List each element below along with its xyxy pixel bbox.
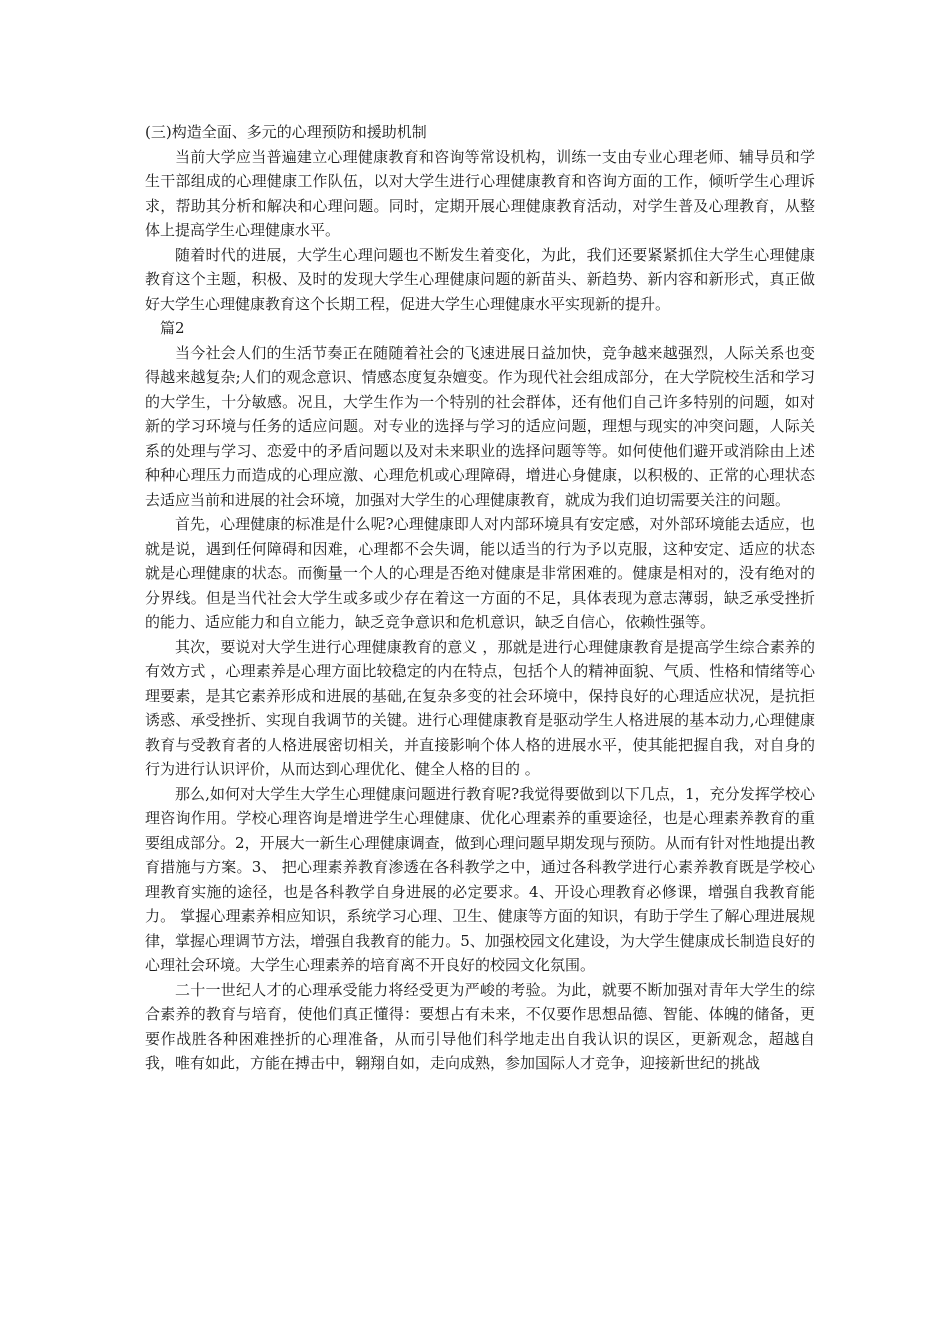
paragraph: 二十一世纪人才的心理承受能力将经受更为严峻的考验。为此，就要不断加强对青年大学生的综合素养的教育与培育，使他们真正懂得：要想占有未来，不仅要作思想品德、智能、体魄的储备，更要作战胜各种困难挫折的心理准备，从而引导他们科学地走出自我认识的误区，更新观念，超越自我，唯有如此，方能在搏击中，翱翔自如，走向成熟，参加国际人才竞争，迎接新世纪的挑战 bbox=[145, 980, 815, 1072]
section-label: 篇2 bbox=[160, 319, 185, 337]
section-heading: (三)构造全面、多元的心理预防和援助机制 bbox=[145, 123, 427, 141]
paragraph: 首先，心理健康的标准是什么呢?心理健康即人对内部环境具有安定感，对外部环境能去适应，也就是说，遇到任何障碍和因难，心理都不会失调，能以适当的行为予以克服，这种安定、适应的状态就是心理健康的状态。而衡量一个人的心理是否绝对健康是非常困难的。健康是相对的，没有绝对的分界线。但是当代社会大学生或多或少存在着这一方面的不足，具体表现为意志薄弱，缺乏承受挫折的能力、适应能力和自立能力，缺乏竞争意识和危机意识，缺乏自信心，依赖性强等。 bbox=[145, 515, 815, 631]
paragraph: 那么,如何对大学生大学生心理健康问题进行教育呢?我觉得要做到以下几点，1，充分发挥学校心理咨询作用。学校心理咨询是增进学生心理健康、优化心理素养的重要途径，也是心理素养教育的重要组成部分。2，开展大一新生心理健康调查，做到心理问题早期发现与预防。从而有针对性地提出教育措施与方案。3、 把心理素养教育渗透在各科教学之中，通过各科教学进行心素养教育既是学校心理教育实施的途径，也是各科教学自身进展的必定要求。4、开设心理教育必修课，增强自我教育能力。 掌握心理素养相应知识，系统学习心理、卫生、健康等方面的知识，有助于学生了解心理进展规律，掌握心理调节方法，增强自我教育的能力。5、加强校园文化建设，为大学生健康成长制造良好的心理社会环境。大学生心理素养的培育离不开良好的校园文化氛围。 bbox=[145, 784, 815, 974]
paragraph: 随着时代的进展，大学生心理问题也不断发生着变化，为此，我们还要紧紧抓住大学生心理健康教育这个主题，积极、及时的发现大学生心理健康问题的新苗头、新趋势、新内容和新形式，真正做好大学生心理健康教育这个长期工程，促进大学生心理健康水平实现新的提升。 bbox=[145, 245, 815, 313]
document-page bbox=[145, 120, 815, 1076]
paragraph: 当前大学应当普遍建立心理健康教育和咨询等常设机构，训练一支由专业心理老师、辅导员和学生干部组成的心理健康工作队伍，以对大学生进行心理健康教育和咨询方面的工作，倾听学生心理诉求，帮助其分析和解决和心理问题。同时，定期开展心理健康教育活动，对学生普及心理教育，从整体上提高学生心理健康水平。 bbox=[145, 147, 815, 239]
paragraph: 其次，要说对大学生进行心理健康教育的意义 ，那就是进行心理健康教育是提高学生综合素养的有效方式 ，心理素养是心理方面比较稳定的内在特点，包括个人的精神面貌、气质、性格和情绪等心理要素，是其它素养形成和进展的基础,在复杂多变的社会环境中，保持良好的心理适应状况，是抗拒诱惑、承受挫折、实现自我调节的关键。进行心理健康教育是驱动学生人格进展的基本动力,心理健康教育与受教育者的人格进展密切相关，并直接影响个体人格的进展水平，使其能把握自我，对自身的行为进行认识评价，从而达到心理优化、健全人格的目的 。 bbox=[145, 637, 815, 778]
paragraph: 当今社会人们的生活节奏正在随随着社会的飞速进展日益加快，竞争越来越强烈，人际关系也变得越来越复杂;人们的观念意识、情感态度复杂嬗变。作为现代社会组成部分，在大学院校生活和学习的大学生，十分敏感。况且，大学生作为一个特别的社会群体，还有他们自己许多特别的问题，如对新的学习环境与任务的适应问题。对专业的选择与学习的适应问题，理想与现实的冲突问题，人际关系的处理与学习、恋爱中的矛盾问题以及对未来职业的选择问题等等。如何使他们避开或消除由上述种种心理压力而造成的心理应激、心理危机或心理障碍，增进心身健康，以积极的、正常的心理状态去适应当前和进展的社会环境，加强对大学生的心理健康教育，就成为我们迫切需要关注的问题。 bbox=[145, 343, 815, 509]
